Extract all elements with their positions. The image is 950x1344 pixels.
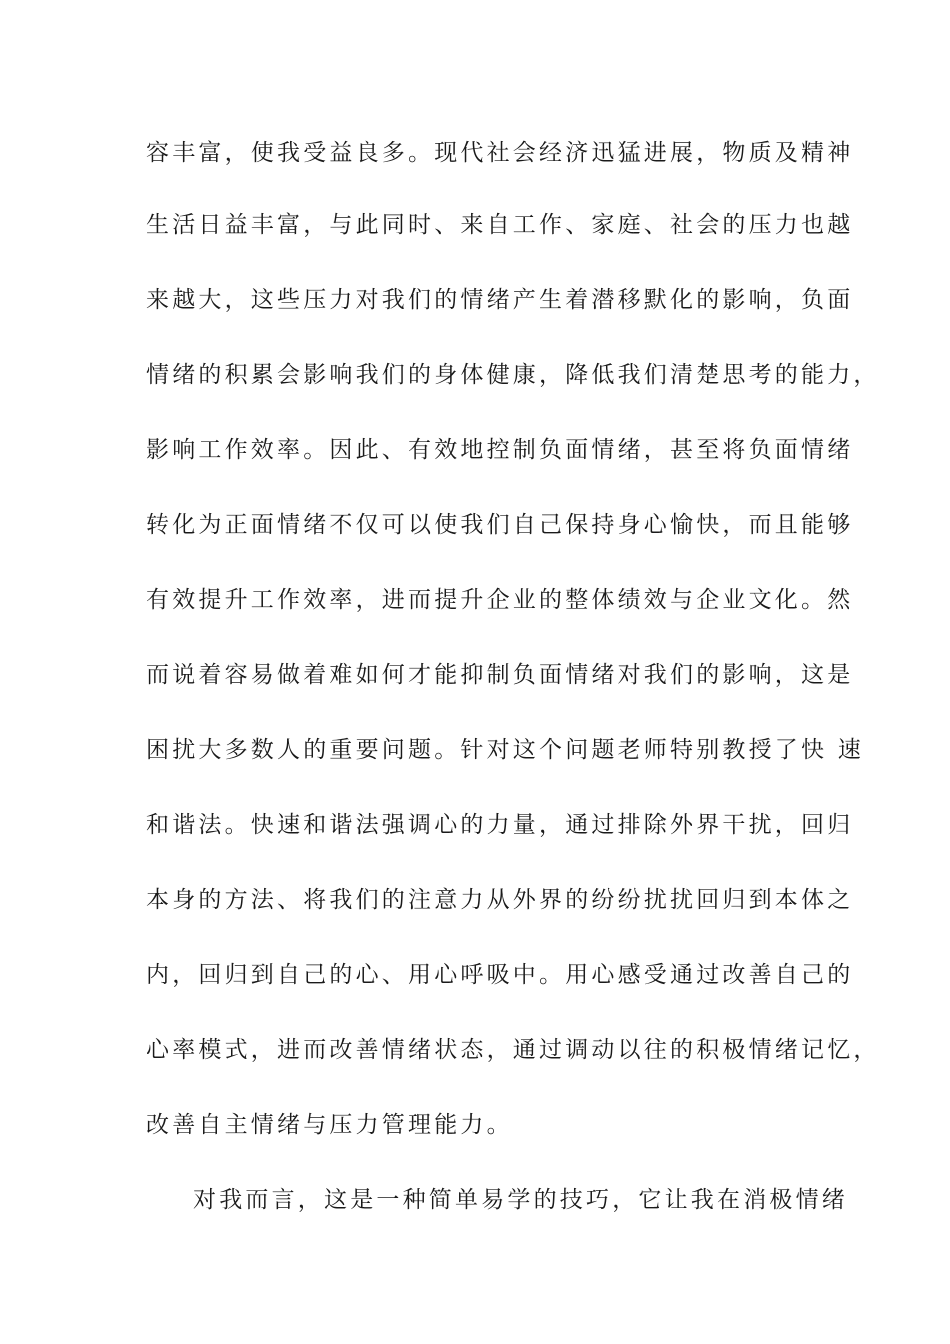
text-line: 生活日益丰富，与此同时、来自工作、家庭、社会的压力也越 xyxy=(146,212,854,238)
text-line: 心率模式，进而改善情绪状态，通过调动以往的积极情绪记忆， xyxy=(146,1037,880,1063)
text-line-paragraph-end: 改善自主情绪与压力管理能力。 xyxy=(146,1112,513,1138)
text-line: 有效提升工作效率，进而提升企业的整体绩效与企业文化。然 xyxy=(146,587,854,613)
text-line-paragraph-start: 对我而言，这是一种简单易学的技巧，它让我在消极情绪 xyxy=(193,1187,848,1213)
text-line: 内，回归到自己的心、用心呼吸中。用心感受通过改善自己的 xyxy=(146,962,854,988)
text-line: 和谐法。快速和谐法强调心的力量，通过排除外界干扰，回归 xyxy=(146,812,854,838)
text-line: 来越大，这些压力对我们的情绪产生着潜移默化的影响，负面 xyxy=(146,287,854,313)
text-line: 本身的方法、将我们的注意力从外界的纷纷扰扰回归到本体之 xyxy=(146,887,854,913)
text-line: 容丰富，使我受益良多。现代社会经济迅猛进展，物质及精神 xyxy=(146,140,854,166)
text-line: 转化为正面情绪不仅可以使我们自己保持身心愉快，而且能够 xyxy=(146,512,854,538)
text-line: 困扰大多数人的重要问题。针对这个问题老师特别教授了快 速 xyxy=(146,737,864,763)
text-line: 情绪的积累会影响我们的身体健康，降低我们清楚思考的能力， xyxy=(146,362,880,388)
text-line: 而说着容易做着难如何才能抑制负面情绪对我们的影响，这是 xyxy=(146,662,854,688)
text-line: 影响工作效率。因此、有效地控制负面情绪，甚至将负面情绪 xyxy=(146,437,854,463)
